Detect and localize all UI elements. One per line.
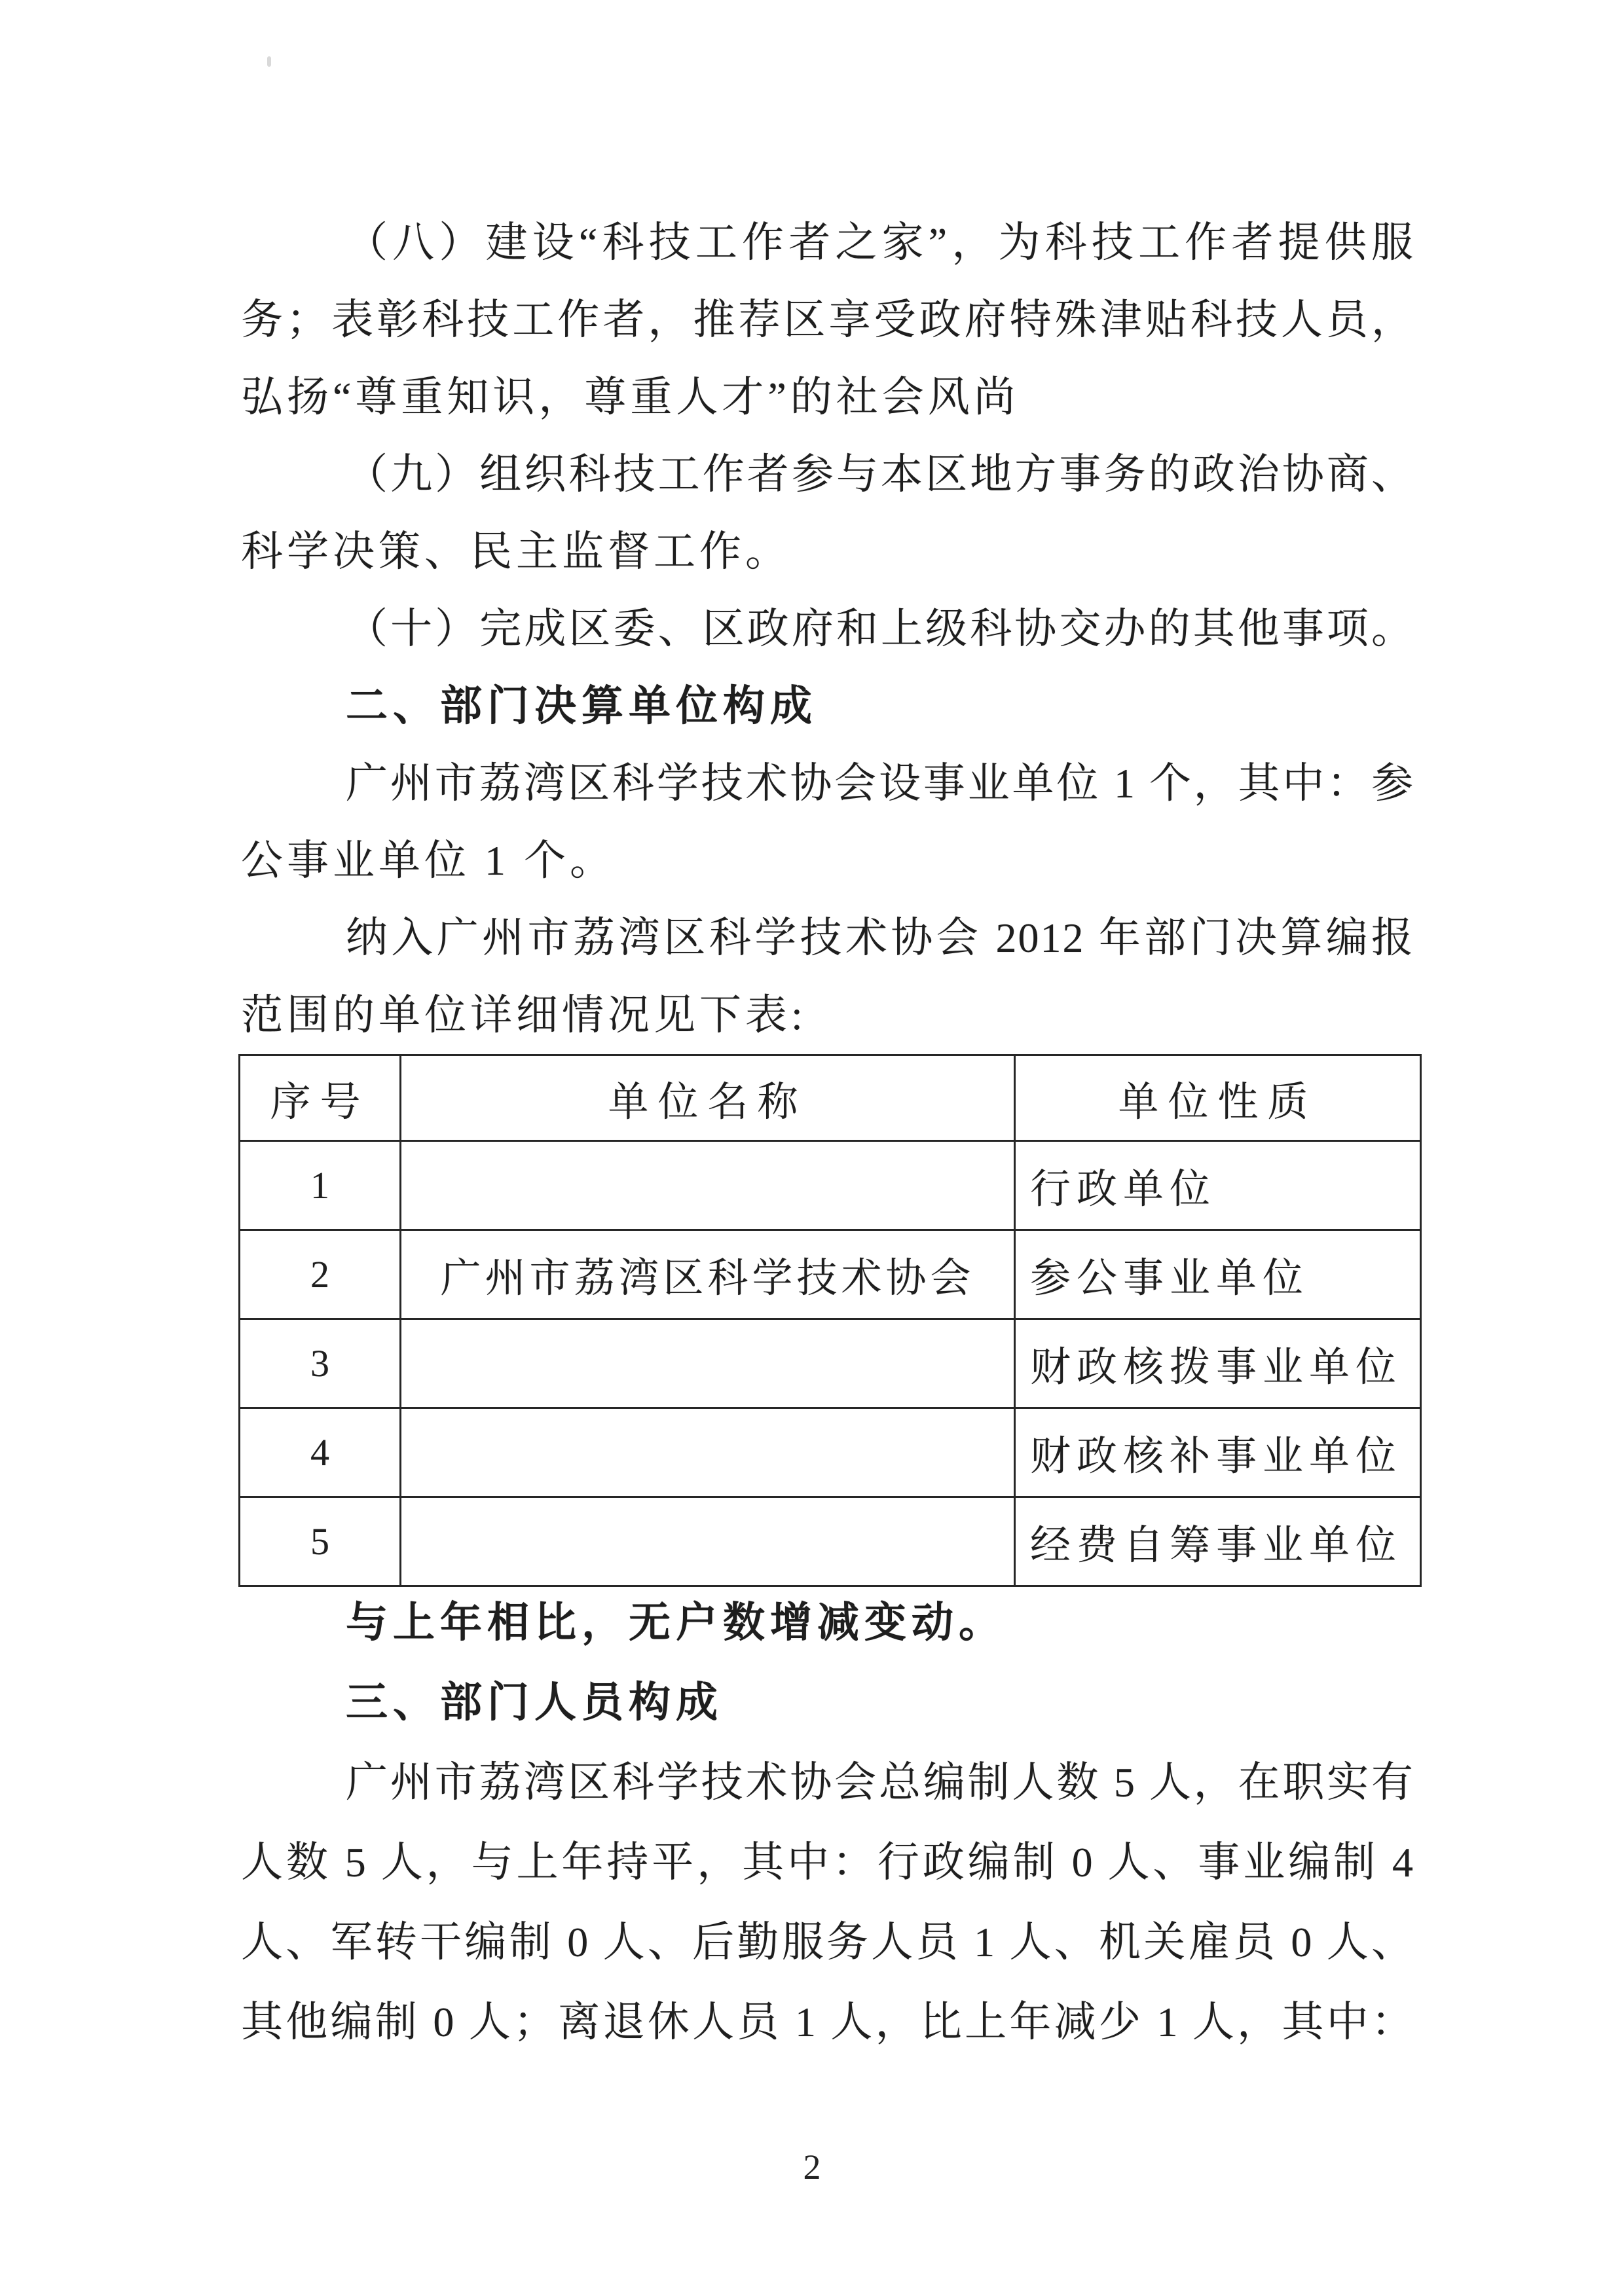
cell-unit-name: 广州市荔湾区科学技术协会 <box>401 1230 1015 1319</box>
paragraph-line: 公事业单位 1 个。 <box>241 837 616 884</box>
paragraph-line: 科学决策、民主监督工作。 <box>241 528 791 575</box>
cell-unit-name <box>401 1319 1015 1408</box>
paragraph-line: 人、军转干编制 0 人、后勤服务人员 1 人、机关雇员 0 人、 <box>241 1919 1414 1965</box>
cell-seq: 2 <box>240 1230 401 1319</box>
paragraph-line: 人数 5 人，与上年持平，其中：行政编制 0 人、事业编制 4 <box>241 1839 1414 1886</box>
cell-unit-nature: 财政核补事业单位 <box>1015 1408 1421 1497</box>
paragraph-line: 广州市荔湾区科学技术协会设事业单位 1 个，其中：参 <box>346 760 1414 807</box>
column-header-seq: 序号 <box>240 1055 401 1141</box>
column-header-unit-nature: 单位性质 <box>1015 1055 1421 1141</box>
page-number: 2 <box>803 2147 821 2187</box>
table-row <box>240 1230 1421 1319</box>
scan-artifact <box>267 56 271 67</box>
paragraph-line: 纳入广州市荔湾区科学技术协会 2012 年部门决算编报 <box>346 915 1414 961</box>
paragraph-line: 务；表彰科技工作者，推荐区享受政府特殊津贴科技人员， <box>241 297 1414 343</box>
cell-unit-name <box>401 1497 1015 1586</box>
cell-seq: 5 <box>240 1497 401 1586</box>
paragraph-line: （十）完成区委、区政府和上级科协交办的其他事项。 <box>346 606 1414 652</box>
units-table <box>238 1054 1422 1587</box>
table-row <box>240 1497 1421 1586</box>
cell-unit-name <box>401 1141 1015 1230</box>
cell-seq: 3 <box>240 1319 401 1408</box>
cell-seq: 4 <box>240 1408 401 1497</box>
table-row <box>240 1408 1421 1497</box>
section-heading-personnel: 三、部门人员构成 <box>346 1679 723 1726</box>
paragraph-line: 范围的单位详细情况见下表: <box>241 992 807 1038</box>
paragraph-line: 弘扬“尊重知识，尊重人才”的社会风尚 <box>241 374 1020 420</box>
cell-unit-name <box>401 1408 1015 1497</box>
table-row <box>240 1141 1421 1230</box>
paragraph-line: 其他编制 0 人；离退休人员 1 人，比上年减少 1 人，其中： <box>241 1999 1414 2045</box>
cell-unit-nature: 经费自筹事业单位 <box>1015 1497 1421 1586</box>
table-header-row <box>240 1055 1421 1141</box>
body-text-lower <box>241 1583 1414 2062</box>
section-heading-units: 二、部门决算单位构成 <box>346 683 817 729</box>
body-text-upper <box>241 204 1414 1054</box>
paragraph-line: （八）建设“科技工作者之家”，为科技工作者提供服 <box>346 219 1414 266</box>
table-row <box>240 1319 1421 1408</box>
column-header-unit-name: 单位名称 <box>401 1055 1015 1141</box>
cell-seq: 1 <box>240 1141 401 1230</box>
cell-unit-nature: 财政核拨事业单位 <box>1015 1319 1421 1408</box>
cell-unit-nature: 行政单位 <box>1015 1141 1421 1230</box>
paragraph-line: 广州市荔湾区科学技术协会总编制人数 5 人，在职实有 <box>346 1759 1414 1806</box>
cell-unit-nature: 参公事业单位 <box>1015 1230 1421 1319</box>
paragraph-line: （九）组织科技工作者参与本区地方事务的政治协商、 <box>346 451 1414 498</box>
emphasis-line: 与上年相比，无户数增减变动。 <box>346 1599 1006 1646</box>
